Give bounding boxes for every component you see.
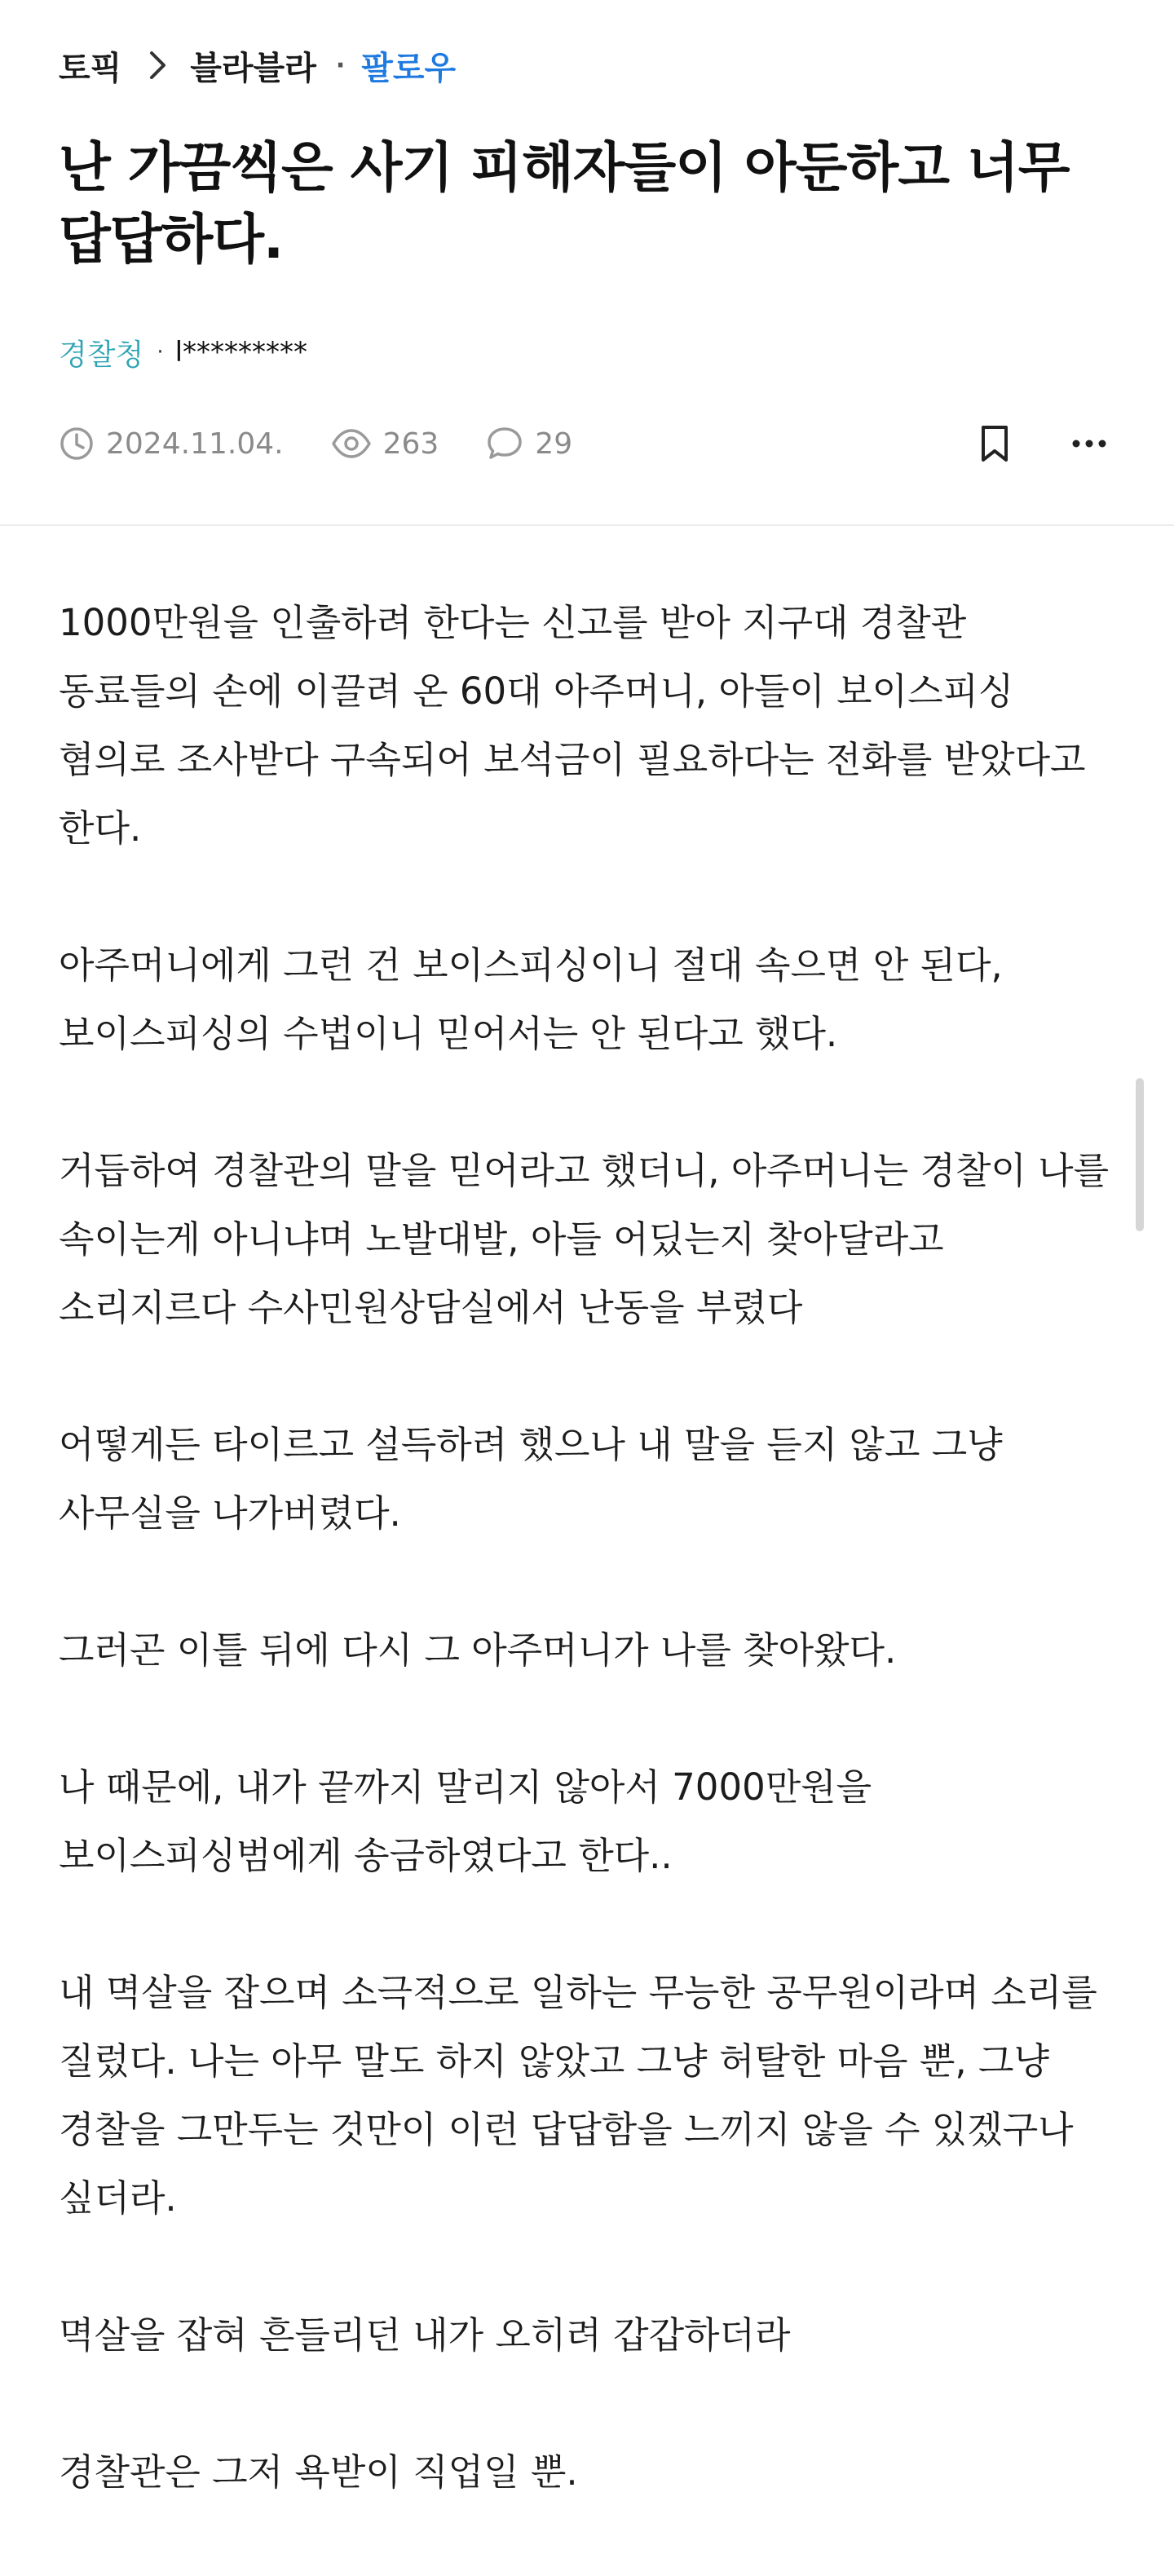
more-options-button[interactable] bbox=[1063, 418, 1115, 470]
post-comments-count: 29 bbox=[535, 426, 573, 461]
header-divider bbox=[0, 524, 1174, 526]
more-icon bbox=[1071, 439, 1107, 448]
post-comments[interactable] bbox=[486, 426, 572, 462]
post-title: 난 가끔씩은 사기 피해자들이 아둔하고 너무 답답하다. bbox=[59, 136, 1070, 271]
comment-icon bbox=[486, 426, 523, 462]
scrollbar-thumb[interactable] bbox=[1136, 1078, 1144, 1231]
post-content bbox=[59, 589, 1119, 2575]
post-meta bbox=[59, 418, 1115, 470]
author-company[interactable]: 경찰청 bbox=[59, 338, 144, 372]
post-actions bbox=[969, 418, 1115, 470]
post-paragraph: 내 멱살을 잡으며 소극적으로 일하는 무능한 공무원이라며 소리를 질렀다. 나는 아무 말도 하지 않았고 그냥 허탈한 마음 뿐, 그냥 경찰을 그만두는 것만이 이런 답답함을 느끼지 않을 수 있겠구나 싶더라. bbox=[59, 1971, 1097, 2220]
bookmark-button[interactable] bbox=[969, 418, 1021, 470]
post-views-count: 263 bbox=[382, 426, 439, 461]
post-paragraph: 1000만원을 인출하려 한다는 신고를 받아 지구대 경찰관 동료들의 손에 이끌려 온 60대 아주머니, 아들이 보이스피싱 혐의로 조사받다 구속되어 보석금이 필요하다는 전화를 받았다고 한다. bbox=[59, 601, 1086, 850]
breadcrumb-board[interactable]: 블라블라 bbox=[190, 49, 316, 87]
post-paragraph: 아주머니에게 그런 건 보이스피싱이니 절대 속으면 안 된다, 보이스피싱의 수법이니 믿어서는 안 된다고 했다. bbox=[59, 943, 1003, 1055]
post-date-text: 2024.11.04. bbox=[106, 426, 284, 461]
breadcrumb-topic[interactable]: 토픽 bbox=[59, 49, 122, 87]
post-date bbox=[59, 426, 284, 462]
breadcrumb bbox=[59, 39, 456, 91]
author-nickname: l********* bbox=[174, 336, 308, 369]
author-separator: · bbox=[157, 340, 164, 365]
eye-icon bbox=[331, 427, 372, 460]
bookmark-icon bbox=[980, 425, 1009, 462]
breadcrumb-dot: · bbox=[335, 51, 346, 80]
post-paragraph: 멱살을 잡혀 흔들리던 내가 오히려 갑갑하더라 bbox=[59, 2313, 791, 2357]
chevron-right-icon bbox=[149, 51, 167, 80]
post-paragraph: 어떻게든 타이르고 설득하려 했으나 내 말을 듣지 않고 그냥 사무실을 나가버렸다. bbox=[59, 1423, 1003, 1535]
follow-button[interactable]: 팔로우 bbox=[361, 49, 457, 87]
author-row bbox=[59, 329, 307, 375]
post-paragraph: 거듭하여 경찰관의 말을 믿어라고 했더니, 아주머니는 경찰이 나를 속이는게 아니냐며 노발대발, 아들 어딨는지 찾아달라고 소리지르다 수사민원상담실에서 난동을 부렸다 bbox=[59, 1149, 1110, 1329]
post-paragraph: 경찰관은 그저 욕받이 직업일 뿐. bbox=[59, 2450, 578, 2494]
post-paragraph: 그러곤 이틀 뒤에 다시 그 아주머니가 나를 찾아왔다. bbox=[59, 1628, 897, 1672]
post-views bbox=[331, 427, 439, 461]
clock-icon bbox=[59, 426, 95, 462]
post-paragraph: 나 때문에, 내가 끝까지 말리지 않아서 7000만원을 보이스피싱범에게 송금하였다고 한다.. bbox=[59, 1765, 872, 1877]
